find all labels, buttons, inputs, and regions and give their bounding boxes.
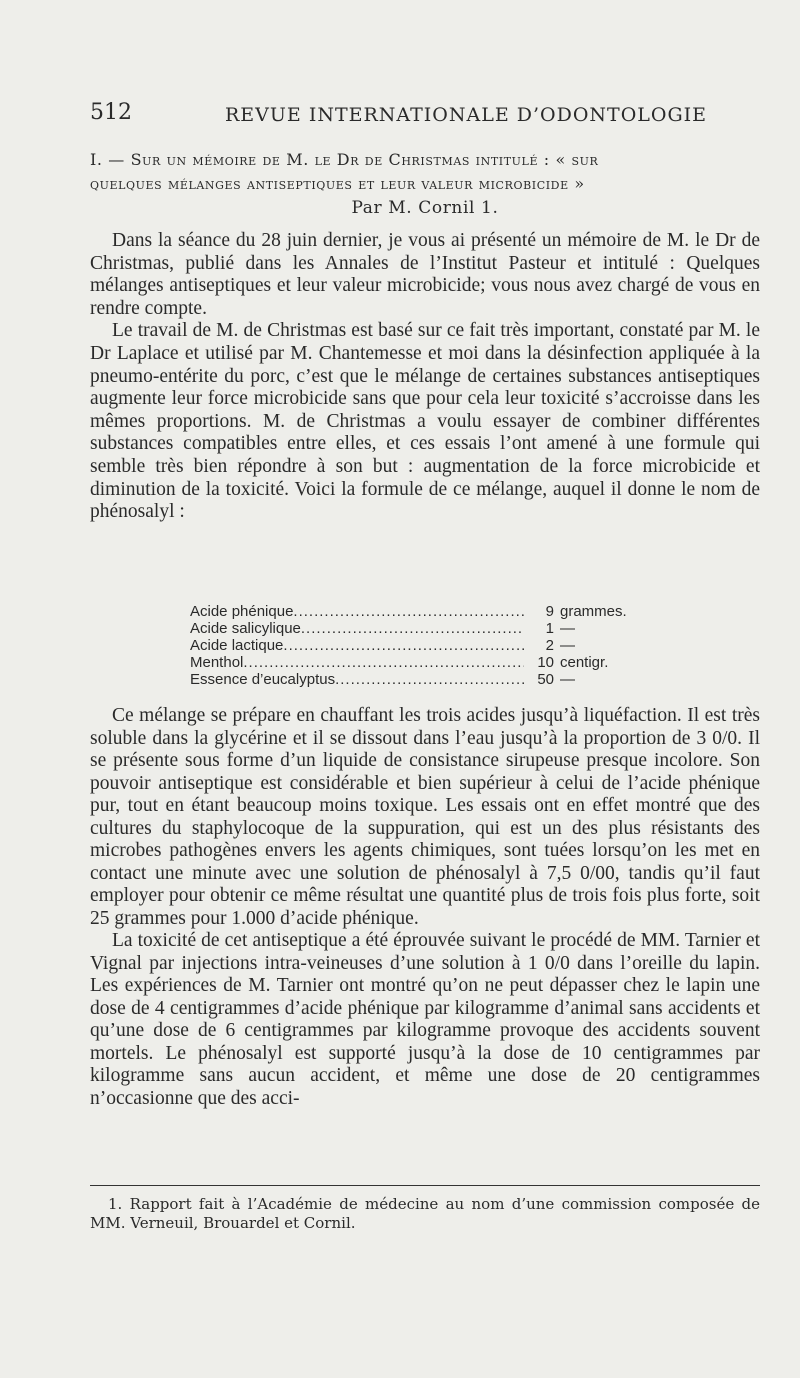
page-header [90,100,760,130]
formula-row [190,620,660,637]
ingredient-qty: 2 [545,637,554,654]
leader-dots [243,654,524,671]
paragraph-2: Le travail de M. de Christmas est basé sur ce fait très important, constaté par M. le Dr Laplace et utilisé par M. Chantemesse et moi dans la désinfection appliquée à la pneumo-entérite du porc, c’est que le mélange de certaines substances antiseptiques augmente leur force microbicide sans que pour cela leur toxicité s’accroisse dans les mêmes proportions. M. de Christmas a voulu essayer de combiner différentes substances compatibles entre elles, et ces essais l’ont amené à une formule qui semble très bien répondre à son but : augmentation de la force microbicide et diminution de la toxicité. Voici la formule de ce mélange, auquel il donne le nom de phénosalyl : [90,320,760,523]
ingredient-qty: 10 [537,654,554,671]
paragraph-4: La toxicité de cet antiseptique a été éprouvée suivant le procédé de MM. Tarnier et Vignal par injections intra-veineuses d’une solution à 1 0/0 dans l’oreille du lapin. Les expériences de M. Tarnier ont montré qu’on ne peut dépasser chez le lapin une dose de 4 centigrammes d’acide phénique par kilogramme d’animal sans accidents et qu’une dose de 6 centigrammes par kilogramme provoque des accidents souvent mortels. Le phénosalyl est supporté jusqu’à la dose de 10 centigrammes par kilogramme sans aucun accident, et même une dose de 20 centigrammes n’occasionne que des acci- [90,930,760,1109]
ingredient-name: Menthol [190,654,244,671]
leader-dots [293,603,524,620]
paragraph-3: Ce mélange se prépare en chauffant les trois acides jusqu’à liquéfaction. Il est très soluble dans la glycérine et il se dissout dans l’eau jusqu’à la proportion de 3 0/0. Il se présente sous forme d’un liquide de consistance sirupeuse presque incolore. Son pouvoir antiseptique est considérable et bien supérieur à celui de l’acide phénique pur, tout en étant beaucoup moins toxique. Les essais ont en effet montré que des cultures du staphylocoque de la suppuration, qui est un des plus résistants des microbes pathogènes envers les agents chimiques, sont tuées lorsqu’on les met en contact une minute avec une solution de phénosalyl à 7,5 0/00, tandis qu’il faut employer pour obtenir ce même résultat une quantité plus de trois fois plus forte, soit 25 grammes pour 1.000 d’acide phénique. [90,705,760,929]
ingredient-name: Acide salicylique [190,620,301,637]
ingredient-unit: — [560,637,575,654]
ingredient-name: Acide lactique [190,637,284,654]
formula-row [190,603,660,620]
leader-dots [335,671,524,688]
ingredient-qty: 9 [545,603,554,620]
ingredient-unit: centigr. [560,654,609,671]
title-line-2: quelques mélanges antiseptiques et leur valeur microbicide » [90,174,585,193]
ingredient-unit: grammes. [560,603,627,620]
leader-dots [301,620,524,637]
ingredient-unit: — [560,620,575,637]
article-title [90,148,760,220]
running-head: REVUE INTERNATIONALE D’ODONTOLOGIE [225,104,708,126]
formula-list [190,603,660,688]
ingredient-qty: 1 [545,620,554,637]
footnote: 1. Rapport fait à l’Académie de médecine au nom d’une commission composée de MM. Verneuil, Brouardel et Cornil. [90,1195,760,1232]
footnote-divider [90,1185,760,1186]
formula-row [190,654,660,671]
leader-dots [283,637,524,654]
body-text-top [90,230,760,524]
title-line-1: I. — Sur un mémoire de M. le Dr de Christmas intitulé : « sur [90,150,599,169]
page-number: 512 [90,100,132,125]
title-author: Par M. Cornil 1. [351,198,499,218]
paragraph-1: Dans la séance du 28 juin dernier, je vous ai présenté un mémoire de M. le Dr de Christmas, publié dans les Annales de l’Institut Pasteur et intitulé : Quelques mélanges antiseptiques et leur valeur microbicide; vous nous avez chargé de vous en rendre compte. [90,230,760,319]
ingredient-unit: — [560,671,575,688]
formula-row [190,637,660,654]
formula-row [190,671,660,688]
ingredient-name: Essence d’eucalyptus [190,671,336,688]
ingredient-name: Acide phénique [190,603,294,620]
ingredient-qty: 50 [537,671,554,688]
body-text-bottom [90,705,760,1110]
